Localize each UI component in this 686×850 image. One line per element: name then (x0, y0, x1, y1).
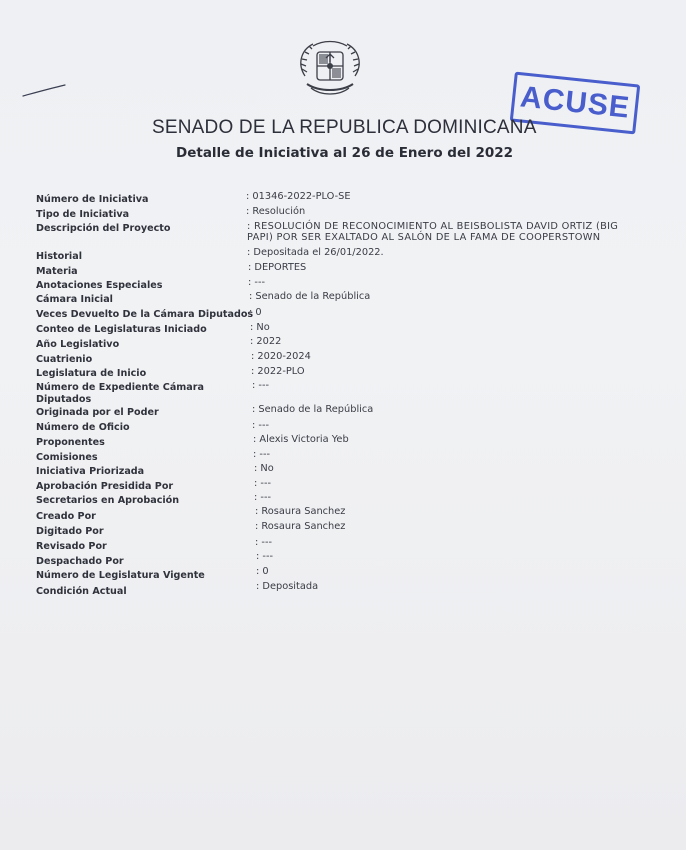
field-value: : 2022 (250, 336, 282, 347)
field-value: : Rosaura Sanchez (255, 521, 346, 532)
field-value: : --- (256, 551, 274, 562)
field-label: Número de Expediente Cámara (36, 382, 204, 393)
field-label: Creado Por (36, 511, 96, 522)
field-label: Proponentes (36, 437, 105, 448)
field-value: : --- (248, 277, 266, 288)
field-value: : RESOLUCIÓN DE RECONOCIMIENTO AL BEISBOLISTA DAVID ORTIZ (BIG PAPI) POR SER EXALTADO AL SALÓN DE LA FAMA DE COOPERSTOWN (247, 221, 619, 243)
field-label: Revisado Por (36, 541, 107, 552)
field-value: : 2022-PLO (251, 366, 305, 377)
field-label: Historial (36, 251, 82, 262)
field-label: Número de Oficio (36, 422, 130, 433)
field-label: Tipo de Iniciativa (36, 209, 130, 220)
field-value: : Depositada el 26/01/2022. (247, 247, 384, 258)
acuse-stamp: ACUSE (510, 72, 641, 135)
field-label: Cuatrienio (36, 354, 93, 365)
field-label: Despachado Por (36, 556, 124, 567)
field-value: : --- (252, 420, 270, 431)
field-label: Legislatura de Inicio (36, 368, 147, 379)
organization-title: SENADO DE LA REPUBLICA DOMINICANA (152, 117, 537, 138)
field-label: Aprobación Presidida Por (36, 481, 174, 492)
field-value: : --- (254, 492, 272, 503)
field-value: : No (254, 463, 274, 474)
field-label: Materia (36, 266, 78, 277)
field-value: : DEPORTES (248, 262, 307, 273)
field-value: : --- (253, 449, 271, 460)
field-label: Conteo de Legislaturas Iniciado (36, 324, 207, 335)
field-label: Número de Iniciativa (36, 194, 149, 205)
field-value: : Depositada (256, 581, 319, 592)
document-title: Detalle de Iniciativa al 26 de Enero del 2022 (176, 145, 514, 161)
field-value: : Resolución (246, 206, 306, 217)
field-label: Secretarios en Aprobación (36, 495, 180, 506)
field-value: : 01346-2022-PLO-SE (246, 191, 351, 202)
field-label: Condición Actual (36, 586, 127, 597)
field-value: : Senado de la República (252, 404, 374, 415)
field-label: Veces Devuelto De la Cámara Diputados (36, 309, 254, 320)
field-label: Originada por el Poder (36, 407, 159, 418)
field-value: : 2020-2024 (251, 351, 311, 362)
field-label: Año Legislativo (36, 339, 120, 350)
field-value: : 0 (256, 566, 269, 577)
field-label: Iniciativa Priorizada (36, 466, 145, 477)
field-label: Comisiones (36, 452, 98, 463)
field-value: : Alexis Victoria Yeb (253, 434, 349, 445)
field-label: Descripción del Proyecto (36, 223, 171, 234)
field-label: Número de Legislatura Vigente (36, 570, 205, 581)
field-label-continued: Diputados (36, 394, 92, 405)
field-label: Anotaciones Especiales (36, 280, 163, 291)
field-value: : --- (252, 380, 270, 391)
field-value: : 0 (249, 307, 262, 318)
field-value: : --- (254, 478, 272, 489)
field-value: : --- (255, 537, 273, 548)
field-value: : Rosaura Sanchez (255, 506, 346, 517)
field-label: Cámara Inicial (36, 294, 113, 305)
field-value: : Senado de la República (249, 291, 371, 302)
field-label: Digitado Por (36, 526, 104, 537)
field-value: : No (250, 322, 270, 333)
